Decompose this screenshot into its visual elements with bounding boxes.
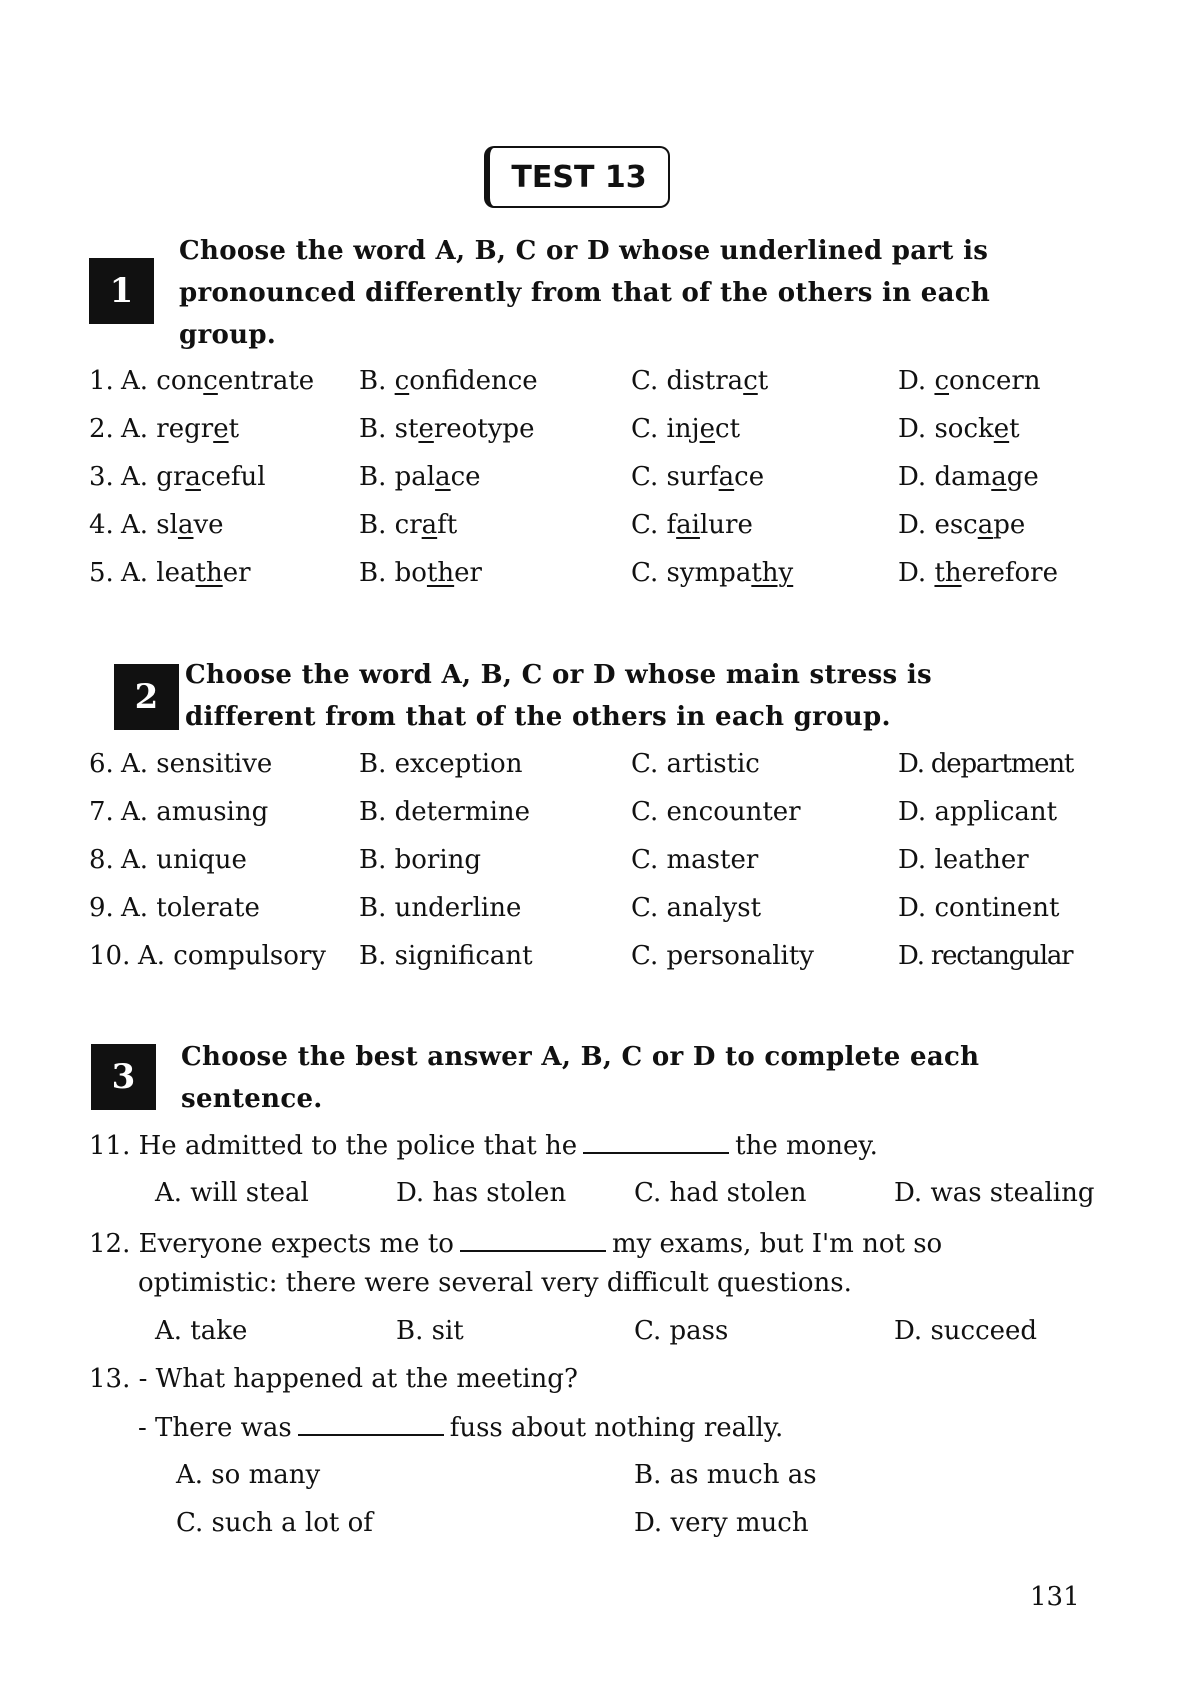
option: D. very much <box>634 1508 809 1538</box>
option-text: ge <box>1006 462 1039 492</box>
option-text: A. regr <box>121 414 214 444</box>
option-text: A. gr <box>121 462 186 492</box>
instruction-line: different from that of the others in each group. <box>185 702 891 732</box>
underlined-part: a <box>185 462 201 492</box>
option: B. sit <box>396 1316 464 1346</box>
option-text: ce <box>450 462 481 492</box>
option-text: ft <box>437 510 458 540</box>
underlined-part: e <box>993 414 1010 444</box>
instruction-line: pronounced differently from that of the others in each <box>179 278 991 308</box>
question-number: 6. <box>89 749 114 779</box>
option-text: D. esc <box>898 510 978 540</box>
option-text: B. bo <box>359 558 427 588</box>
option: B. underline <box>359 893 522 923</box>
option-text: ceful <box>200 462 266 492</box>
instruction-line: sentence. <box>181 1084 323 1114</box>
option-text: reotype <box>433 414 535 444</box>
option-text: pe <box>993 510 1026 540</box>
option: C. had stolen <box>634 1178 807 1208</box>
option: C. personality <box>631 941 814 971</box>
stem-text: the money. <box>735 1131 878 1161</box>
answer-blank <box>460 1228 606 1252</box>
option: D. has stolen <box>396 1178 567 1208</box>
option <box>359 366 538 396</box>
question-number: 1. <box>89 366 114 396</box>
underlined-part: a <box>421 510 438 540</box>
question-number: 2. <box>89 414 114 444</box>
option: C. such a lot of <box>176 1508 373 1538</box>
underlined-part: a <box>435 462 451 492</box>
option-text: t <box>757 366 769 396</box>
stem-text: fuss about nothing really. <box>449 1413 784 1443</box>
option <box>359 510 457 540</box>
underlined-part: a <box>977 510 994 540</box>
option-text: ct <box>715 414 741 444</box>
option-text: A. sl <box>121 510 178 540</box>
option-text: t <box>228 414 240 444</box>
option <box>631 558 793 588</box>
option-text: D. <box>898 558 935 588</box>
option-text: C. sympa <box>631 558 752 588</box>
option-text: C. f <box>631 510 677 540</box>
option: A. sensitive <box>121 749 273 779</box>
option <box>121 558 251 588</box>
option-text: C. inj <box>631 414 700 444</box>
answer-blank <box>298 1412 444 1436</box>
option-text: onfidence <box>409 366 538 396</box>
question-number: 3. <box>89 462 114 492</box>
question-number: 4. <box>89 510 114 540</box>
option: D. was stealing <box>894 1178 1095 1208</box>
option <box>121 414 239 444</box>
option-text: B. pal <box>359 462 436 492</box>
underlined-part: c <box>743 366 758 396</box>
option-text: B. cr <box>359 510 422 540</box>
option-text: ve <box>193 510 224 540</box>
section-1-instruction <box>179 230 990 356</box>
page-number: 131 <box>1030 1582 1080 1612</box>
option-text: C. distra <box>631 366 744 396</box>
option-text: B. <box>359 366 395 396</box>
option <box>898 366 1041 396</box>
instruction-line: Choose the best answer A, B, C or D to complete each <box>181 1042 980 1072</box>
question-number: 7. <box>89 797 114 827</box>
option <box>121 510 224 540</box>
option-text: entrate <box>217 366 315 396</box>
underlined-part: th <box>934 558 962 588</box>
option <box>631 414 740 444</box>
underlined-part: ai <box>676 510 700 540</box>
stem-text: - There was <box>138 1413 292 1443</box>
option-text: A. con <box>121 366 204 396</box>
option: C. artistic <box>631 749 760 779</box>
stem-text: 12. Everyone expects me to <box>89 1229 454 1259</box>
option-text: D. dam <box>898 462 992 492</box>
section-3-badge: 3 <box>91 1044 156 1110</box>
underlined-part: e <box>699 414 716 444</box>
underlined-part: a <box>991 462 1007 492</box>
option: D. applicant <box>898 797 1058 827</box>
option: B. exception <box>359 749 523 779</box>
option: A. compulsory <box>138 941 326 971</box>
option: D. department <box>898 749 1074 779</box>
question-12-stem <box>89 1228 942 1259</box>
option-text: A. lea <box>121 558 196 588</box>
underlined-part: a <box>718 462 735 492</box>
answer-blank <box>583 1130 729 1154</box>
option <box>898 558 1058 588</box>
underlined-part: th <box>426 558 455 588</box>
section-3-instruction <box>181 1036 979 1120</box>
instruction-line: Choose the word A, B, C or D whose main stress is <box>185 660 932 690</box>
option <box>631 510 753 540</box>
underlined-part: c <box>394 366 410 396</box>
question-number: 9. <box>89 893 114 923</box>
option-text: t <box>1009 414 1020 444</box>
option: D. continent <box>898 893 1060 923</box>
option-text: D. sock <box>898 414 994 444</box>
option-text: B. st <box>359 414 419 444</box>
option <box>359 414 534 444</box>
option: A. unique <box>121 845 247 875</box>
option: A. amusing <box>121 797 269 827</box>
test-title: TEST 13 <box>484 146 670 208</box>
question-number: 10. <box>89 941 131 971</box>
question-number: 8. <box>89 845 114 875</box>
option <box>898 462 1039 492</box>
instruction-line: Choose the word A, B, C or D whose underlined part is <box>179 236 989 266</box>
option-text: D. <box>898 366 935 396</box>
option <box>631 366 768 396</box>
option: B. as much as <box>634 1460 817 1490</box>
option-text: er <box>454 558 482 588</box>
question-number: 5. <box>89 558 114 588</box>
question-12-stem-line2: optimistic: there were several very difficult questions. <box>138 1268 852 1298</box>
option: C. master <box>631 845 759 875</box>
question-13-stem <box>138 1412 783 1443</box>
option: D. succeed <box>894 1316 1038 1346</box>
underlined-part: a <box>177 510 194 540</box>
section-2-badge: 2 <box>114 664 179 730</box>
option <box>359 462 481 492</box>
option-text: C. surf <box>631 462 719 492</box>
option: B. determine <box>359 797 531 827</box>
option-text: lure <box>699 510 753 540</box>
question-11-stem <box>89 1130 878 1161</box>
instruction-line: group. <box>179 320 277 350</box>
option: D. leather <box>898 845 1029 875</box>
option: A. tolerate <box>121 893 260 923</box>
option: C. analyst <box>631 893 762 923</box>
underlined-part: e <box>213 414 229 444</box>
stem-text: 11. He admitted to the police that he <box>89 1131 578 1161</box>
option: D. rectangular <box>898 941 1073 971</box>
section-1-badge: 1 <box>89 258 154 324</box>
option-text: ce <box>734 462 765 492</box>
underlined-part: th <box>195 558 223 588</box>
option: A. take <box>155 1316 248 1346</box>
underlined-part: e <box>418 414 434 444</box>
option: A. so many <box>176 1460 321 1490</box>
option-text: er <box>222 558 251 588</box>
option: B. boring <box>359 845 482 875</box>
option: B. significant <box>359 941 533 971</box>
option: C. pass <box>634 1316 729 1346</box>
underlined-part: c <box>203 366 218 396</box>
question-13-line1: 13. - What happened at the meeting? <box>89 1364 578 1394</box>
option <box>631 462 764 492</box>
stem-text: my exams, but I'm not so <box>611 1229 943 1259</box>
section-2-instruction <box>185 654 932 738</box>
option-text: oncern <box>949 366 1041 396</box>
option <box>898 414 1020 444</box>
option <box>359 558 482 588</box>
option <box>121 366 314 396</box>
option <box>121 462 266 492</box>
option-text: erefore <box>961 558 1058 588</box>
underlined-part: c <box>934 366 950 396</box>
option: C. encounter <box>631 797 801 827</box>
option: A. will steal <box>155 1178 309 1208</box>
option <box>898 510 1025 540</box>
underlined-part: thy <box>751 558 794 588</box>
